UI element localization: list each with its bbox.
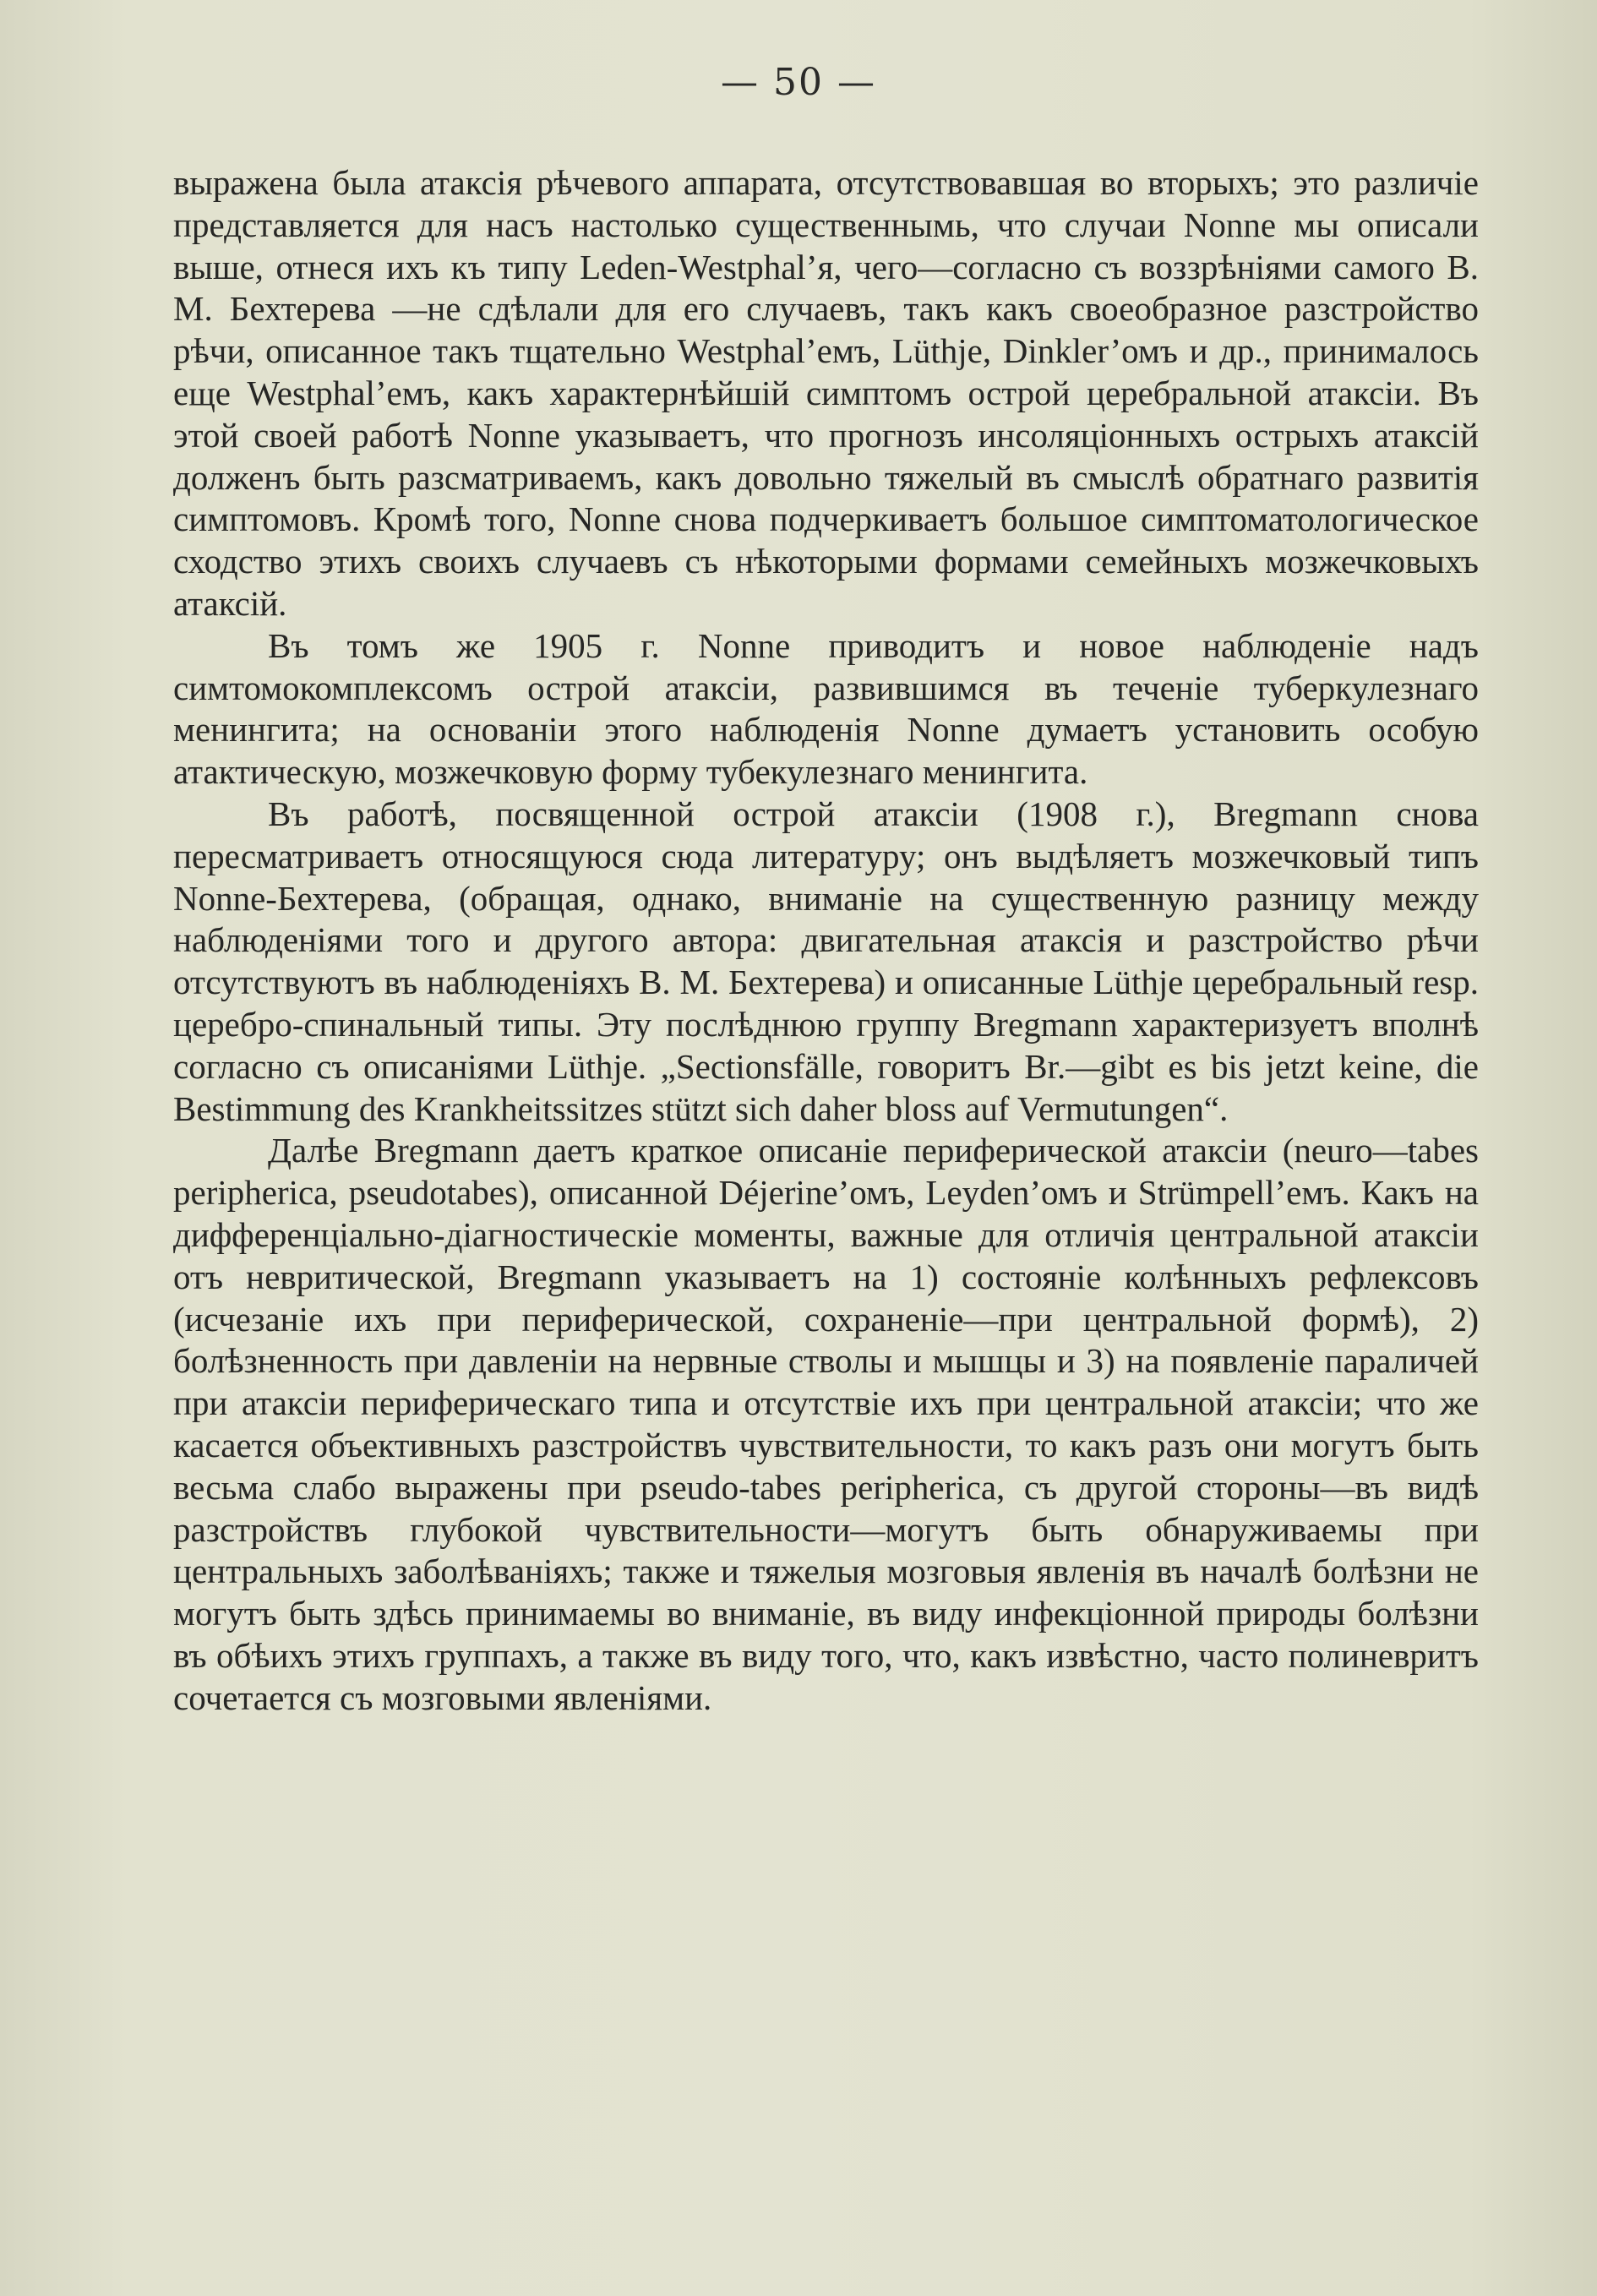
paragraph-nonne-1905: Въ томъ же 1905 г. Nonne приводитъ и новое наблюденіе надъ симтомокомплексомъ острой атаксіи, развившимся въ теченіе туберкулезнаго менингита; на основаніи этого наблюденія Nonne думаетъ установить особую атактическую, мозжечковую форму тубекулезнаго менингита. [173,625,1479,792]
paragraph-peripheral-ataxia: Далѣе Bregmann даетъ краткое описаніе периферической атаксіи (neuro—tabes peripherica, pseudotabes), описанной Déjerine’омъ, Leyden’омъ и Strümpell’емъ. Какъ на дифференціально-діагностическіе моменты, важные для отличія центральной атаксіи отъ невритической, Bregmann указываетъ на 1) состояніе колѣнныхъ рефлексовъ (исчезаніе ихъ при периферической, сохраненіе—при центральной формѣ), 2) болѣзненность при давленіи на нервные стволы и мышцы и 3) на появленіе параличей при атаксіи периферическаго типа и отсутствіе ихъ при центральной атаксіи; что же касается объективныхъ разстройствъ чувствительности, то какъ разъ они могутъ быть весьма слабо выражены при pseudo-tabes peripherica, съ другой стороны—въ видѣ разстройствъ глубокой чувствительности—могутъ быть обнаруживаемы при центральныхъ заболѣваніяхъ; также и тяжелыя мозговыя явленія въ началѣ болѣзни не могутъ быть здѣсь принимаемы во вниманіе, въ виду инфекціонной природы болѣзни въ обѣихъ этихъ группахъ, а также въ виду того, что, какъ извѣстно, часто полиневритъ сочетается съ мозговыми явленіями. [173,1131,1479,1717]
page-number: — 50 — [721,61,876,104]
body-text [173,162,1479,1719]
paragraph-continuation: выражена была атаксія рѣчевого аппарата, отсутствовавшая во вторыхъ; это различіе представляется для насъ настолько существеннымь, что случаи Nonne мы описали выше, отнеся ихъ къ типу Leden-Westphal’я, чего—согласно съ воззрѣніями самого В. М. Бехтерева —не сдѣлали для его случаевъ, такъ какъ своеобразное разстройство рѣчи, описанное такъ тщательно Westphal’емъ, Lüthje, Dinkler’омъ и др., принималось еще Westphal’емъ, какъ характернѣйшій симптомъ острой церебральной атаксіи. Въ этой своей работѣ Nonne указываетъ, что прогнозъ инсоляціонныхъ острыхъ атаксій долженъ быть разсматриваемъ, какъ довольно тяжелый въ смыслѣ обратнаго развитія симптомовъ. Кромѣ того, Nonne снова подчеркиваетъ большое симптоматологическое сходство этихъ своихъ случаевъ съ нѣкоторыми формами семейныхъ мозжечковыхъ атаксій. [173,163,1479,623]
paragraph-bregmann-1908: Въ работѣ, посвященной острой атаксіи (1908 г.), Bregmann снова пересматриваетъ относящуюся сюда литературу; онъ выдѣляетъ мозжечковый типъ Nonne-Бехтерева, (обращая, однако, вниманіе на существенную разницу между наблюденіями того и другого автора: двигательная атаксія и разстройство рѣчи отсутствуютъ въ наблюденіяхъ В. М. Бехтерева) и описанные Lüthje церебральный resp. церебро-спинальный типы. Эту послѣднюю группу Bregmann характеризуетъ вполнѣ согласно съ описаніями Lüthje. „Sectionsfälle, говоритъ Br.—gibt es bis jetzt keine, die Bestimmung des Krankheitssitzes stützt sich daher bloss auf Vermutungen“. [173,794,1479,1128]
